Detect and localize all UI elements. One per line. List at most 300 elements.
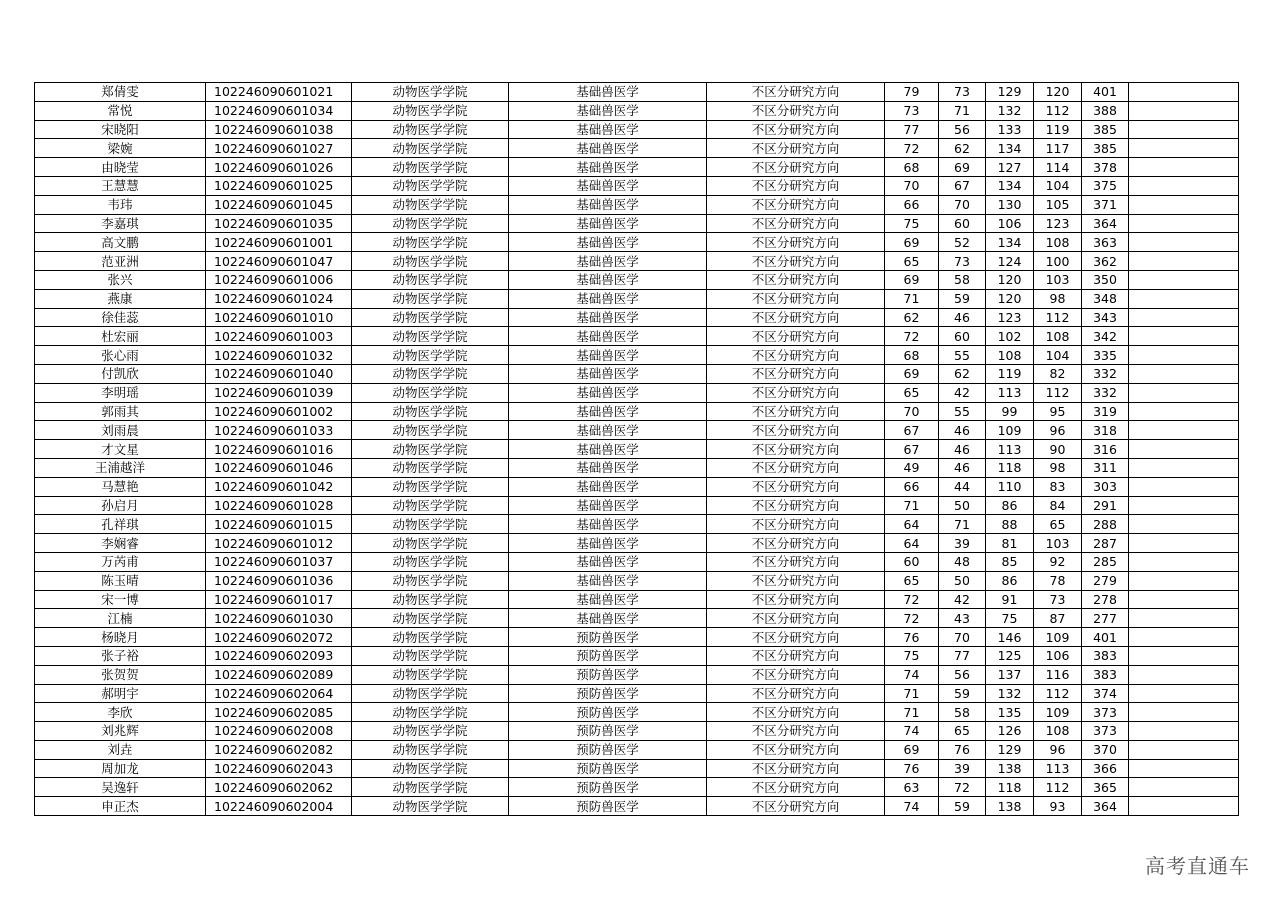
- name-cell: 常悦: [35, 101, 206, 120]
- major-cell: 基础兽医学: [509, 458, 707, 477]
- score-foreign-language-cell: 58: [939, 270, 986, 289]
- remark-cell: [1129, 534, 1239, 553]
- major-cell: 基础兽医学: [509, 552, 707, 571]
- table-row: [35, 421, 1239, 440]
- score-politics-cell: 69: [885, 270, 939, 289]
- remark-cell: [1129, 703, 1239, 722]
- score-politics-cell: 63: [885, 778, 939, 797]
- major-cell: 预防兽医学: [509, 778, 707, 797]
- score-foreign-language-cell: 70: [939, 628, 986, 647]
- score-politics-cell: 68: [885, 158, 939, 177]
- remark-cell: [1129, 252, 1239, 271]
- score-subject2-cell: 106: [1034, 646, 1082, 665]
- score-subject2-cell: 87: [1034, 609, 1082, 628]
- remark-cell: [1129, 740, 1239, 759]
- score-subject1-cell: 130: [986, 195, 1034, 214]
- score-subject1-cell: 110: [986, 477, 1034, 496]
- candidate-id-cell: 102246090601001: [206, 233, 352, 252]
- name-cell: 李明瑶: [35, 383, 206, 402]
- table-row: [35, 120, 1239, 139]
- total-score-cell: 401: [1082, 628, 1129, 647]
- name-cell: 王慧慧: [35, 176, 206, 195]
- candidate-id-cell: 102246090602064: [206, 684, 352, 703]
- score-foreign-language-cell: 60: [939, 214, 986, 233]
- candidate-id-cell: 102246090601033: [206, 421, 352, 440]
- name-cell: 李欣: [35, 703, 206, 722]
- candidate-id-cell: 102246090602082: [206, 740, 352, 759]
- name-cell: 万芮甫: [35, 552, 206, 571]
- remark-cell: [1129, 327, 1239, 346]
- score-politics-cell: 65: [885, 383, 939, 402]
- score-politics-cell: 72: [885, 590, 939, 609]
- score-foreign-language-cell: 39: [939, 534, 986, 553]
- direction-cell: 不区分研究方向: [707, 421, 885, 440]
- total-score-cell: 291: [1082, 496, 1129, 515]
- score-subject1-cell: 85: [986, 552, 1034, 571]
- score-subject2-cell: 96: [1034, 421, 1082, 440]
- direction-cell: 不区分研究方向: [707, 120, 885, 139]
- score-subject1-cell: 118: [986, 778, 1034, 797]
- school-cell: 动物医学学院: [352, 778, 509, 797]
- direction-cell: 不区分研究方向: [707, 270, 885, 289]
- total-score-cell: 373: [1082, 722, 1129, 741]
- score-subject2-cell: 105: [1034, 195, 1082, 214]
- score-subject1-cell: 124: [986, 252, 1034, 271]
- table-row: [35, 346, 1239, 365]
- score-subject1-cell: 134: [986, 176, 1034, 195]
- score-foreign-language-cell: 46: [939, 308, 986, 327]
- direction-cell: 不区分研究方向: [707, 402, 885, 421]
- score-subject1-cell: 134: [986, 139, 1034, 158]
- school-cell: 动物医学学院: [352, 665, 509, 684]
- remark-cell: [1129, 195, 1239, 214]
- score-subject1-cell: 120: [986, 270, 1034, 289]
- school-cell: 动物医学学院: [352, 684, 509, 703]
- candidate-id-cell: 102246090602043: [206, 759, 352, 778]
- name-cell: 张贺贺: [35, 665, 206, 684]
- major-cell: 基础兽医学: [509, 214, 707, 233]
- table-row: [35, 214, 1239, 233]
- major-cell: 预防兽医学: [509, 722, 707, 741]
- remark-cell: [1129, 158, 1239, 177]
- score-foreign-language-cell: 43: [939, 609, 986, 628]
- table-row: [35, 496, 1239, 515]
- score-subject2-cell: 116: [1034, 665, 1082, 684]
- total-score-cell: 371: [1082, 195, 1129, 214]
- major-cell: 基础兽医学: [509, 440, 707, 459]
- total-score-cell: 401: [1082, 83, 1129, 102]
- remark-cell: [1129, 778, 1239, 797]
- major-cell: 预防兽医学: [509, 759, 707, 778]
- score-foreign-language-cell: 62: [939, 139, 986, 158]
- score-foreign-language-cell: 50: [939, 496, 986, 515]
- candidate-id-cell: 102246090602085: [206, 703, 352, 722]
- name-cell: 郭雨其: [35, 402, 206, 421]
- major-cell: 基础兽医学: [509, 421, 707, 440]
- major-cell: 预防兽医学: [509, 646, 707, 665]
- score-subject1-cell: 133: [986, 120, 1034, 139]
- total-score-cell: 370: [1082, 740, 1129, 759]
- score-politics-cell: 73: [885, 101, 939, 120]
- candidate-id-cell: 102246090601045: [206, 195, 352, 214]
- score-subject1-cell: 99: [986, 402, 1034, 421]
- score-politics-cell: 69: [885, 233, 939, 252]
- total-score-cell: 350: [1082, 270, 1129, 289]
- remark-cell: [1129, 346, 1239, 365]
- remark-cell: [1129, 120, 1239, 139]
- score-foreign-language-cell: 55: [939, 346, 986, 365]
- candidate-id-cell: 102246090601025: [206, 176, 352, 195]
- direction-cell: 不区分研究方向: [707, 609, 885, 628]
- total-score-cell: 363: [1082, 233, 1129, 252]
- total-score-cell: 388: [1082, 101, 1129, 120]
- score-subject1-cell: 129: [986, 740, 1034, 759]
- score-foreign-language-cell: 39: [939, 759, 986, 778]
- table-row: [35, 327, 1239, 346]
- score-subject2-cell: 84: [1034, 496, 1082, 515]
- candidate-id-cell: 102246090601028: [206, 496, 352, 515]
- direction-cell: 不区分研究方向: [707, 552, 885, 571]
- direction-cell: 不区分研究方向: [707, 703, 885, 722]
- school-cell: 动物医学学院: [352, 327, 509, 346]
- major-cell: 基础兽医学: [509, 176, 707, 195]
- name-cell: 宋晓阳: [35, 120, 206, 139]
- table-row: [35, 195, 1239, 214]
- direction-cell: 不区分研究方向: [707, 101, 885, 120]
- score-politics-cell: 68: [885, 346, 939, 365]
- remark-cell: [1129, 477, 1239, 496]
- table-row: [35, 590, 1239, 609]
- total-score-cell: 332: [1082, 364, 1129, 383]
- score-subject1-cell: 138: [986, 797, 1034, 816]
- total-score-cell: 332: [1082, 383, 1129, 402]
- candidate-id-cell: 102246090601030: [206, 609, 352, 628]
- table-row: [35, 252, 1239, 271]
- table-row: [35, 552, 1239, 571]
- score-subject2-cell: 104: [1034, 176, 1082, 195]
- remark-cell: [1129, 646, 1239, 665]
- remark-cell: [1129, 759, 1239, 778]
- watermark-text: 高考直通车: [1145, 854, 1250, 878]
- score-foreign-language-cell: 62: [939, 364, 986, 383]
- score-subject2-cell: 104: [1034, 346, 1082, 365]
- school-cell: 动物医学学院: [352, 609, 509, 628]
- name-cell: 张心雨: [35, 346, 206, 365]
- school-cell: 动物医学学院: [352, 421, 509, 440]
- candidate-id-cell: 102246090601010: [206, 308, 352, 327]
- table-row: [35, 83, 1239, 102]
- name-cell: 吴逸轩: [35, 778, 206, 797]
- name-cell: 郝明宇: [35, 684, 206, 703]
- school-cell: 动物医学学院: [352, 740, 509, 759]
- score-subject1-cell: 132: [986, 101, 1034, 120]
- school-cell: 动物医学学院: [352, 759, 509, 778]
- score-politics-cell: 66: [885, 477, 939, 496]
- score-politics-cell: 70: [885, 176, 939, 195]
- table-row: [35, 402, 1239, 421]
- score-foreign-language-cell: 77: [939, 646, 986, 665]
- remark-cell: [1129, 609, 1239, 628]
- score-subject1-cell: 102: [986, 327, 1034, 346]
- major-cell: 基础兽医学: [509, 402, 707, 421]
- table-row: [35, 364, 1239, 383]
- candidate-id-cell: 102246090601032: [206, 346, 352, 365]
- score-subject1-cell: 129: [986, 83, 1034, 102]
- score-politics-cell: 70: [885, 402, 939, 421]
- name-cell: 刘雨晨: [35, 421, 206, 440]
- score-subject2-cell: 103: [1034, 534, 1082, 553]
- name-cell: 周加龙: [35, 759, 206, 778]
- score-subject2-cell: 114: [1034, 158, 1082, 177]
- score-subject1-cell: 126: [986, 722, 1034, 741]
- score-subject2-cell: 123: [1034, 214, 1082, 233]
- total-score-cell: 374: [1082, 684, 1129, 703]
- score-subject1-cell: 86: [986, 571, 1034, 590]
- score-politics-cell: 62: [885, 308, 939, 327]
- major-cell: 基础兽医学: [509, 101, 707, 120]
- score-politics-cell: 79: [885, 83, 939, 102]
- total-score-cell: 364: [1082, 797, 1129, 816]
- name-cell: 才文星: [35, 440, 206, 459]
- score-subject2-cell: 108: [1034, 722, 1082, 741]
- name-cell: 江楠: [35, 609, 206, 628]
- candidate-id-cell: 102246090601026: [206, 158, 352, 177]
- direction-cell: 不区分研究方向: [707, 759, 885, 778]
- table-row: [35, 703, 1239, 722]
- table-row: [35, 759, 1239, 778]
- score-politics-cell: 71: [885, 684, 939, 703]
- remark-cell: [1129, 270, 1239, 289]
- remark-cell: [1129, 515, 1239, 534]
- school-cell: 动物医学学院: [352, 703, 509, 722]
- score-politics-cell: 64: [885, 534, 939, 553]
- major-cell: 基础兽医学: [509, 308, 707, 327]
- name-cell: 刘兆辉: [35, 722, 206, 741]
- candidate-id-cell: 102246090601015: [206, 515, 352, 534]
- major-cell: 基础兽医学: [509, 139, 707, 158]
- table-row: [35, 684, 1239, 703]
- candidate-id-cell: 102246090601039: [206, 383, 352, 402]
- table-row: [35, 308, 1239, 327]
- score-subject1-cell: 125: [986, 646, 1034, 665]
- score-subject2-cell: 98: [1034, 458, 1082, 477]
- score-subject1-cell: 135: [986, 703, 1034, 722]
- total-score-cell: 277: [1082, 609, 1129, 628]
- score-table: [34, 82, 1239, 816]
- total-score-cell: 316: [1082, 440, 1129, 459]
- school-cell: 动物医学学院: [352, 252, 509, 271]
- score-subject1-cell: 75: [986, 609, 1034, 628]
- table-row: [35, 778, 1239, 797]
- direction-cell: 不区分研究方向: [707, 571, 885, 590]
- candidate-id-cell: 102246090602008: [206, 722, 352, 741]
- score-foreign-language-cell: 73: [939, 83, 986, 102]
- total-score-cell: 287: [1082, 534, 1129, 553]
- school-cell: 动物医学学院: [352, 289, 509, 308]
- major-cell: 基础兽医学: [509, 515, 707, 534]
- score-subject2-cell: 112: [1034, 308, 1082, 327]
- school-cell: 动物医学学院: [352, 233, 509, 252]
- school-cell: 动物医学学院: [352, 628, 509, 647]
- remark-cell: [1129, 496, 1239, 515]
- major-cell: 基础兽医学: [509, 252, 707, 271]
- score-subject2-cell: 112: [1034, 101, 1082, 120]
- score-subject2-cell: 112: [1034, 383, 1082, 402]
- score-politics-cell: 74: [885, 722, 939, 741]
- score-politics-cell: 75: [885, 646, 939, 665]
- major-cell: 基础兽医学: [509, 270, 707, 289]
- school-cell: 动物医学学院: [352, 402, 509, 421]
- table-row: [35, 515, 1239, 534]
- score-subject2-cell: 109: [1034, 703, 1082, 722]
- total-score-cell: 335: [1082, 346, 1129, 365]
- name-cell: 孔祥琪: [35, 515, 206, 534]
- score-politics-cell: 72: [885, 609, 939, 628]
- score-subject2-cell: 78: [1034, 571, 1082, 590]
- table-row: [35, 534, 1239, 553]
- school-cell: 动物医学学院: [352, 383, 509, 402]
- major-cell: 基础兽医学: [509, 233, 707, 252]
- remark-cell: [1129, 590, 1239, 609]
- name-cell: 马慧艳: [35, 477, 206, 496]
- score-subject1-cell: 106: [986, 214, 1034, 233]
- score-subject1-cell: 138: [986, 759, 1034, 778]
- candidate-id-cell: 102246090601024: [206, 289, 352, 308]
- score-subject1-cell: 81: [986, 534, 1034, 553]
- direction-cell: 不区分研究方向: [707, 308, 885, 327]
- table-row: [35, 477, 1239, 496]
- candidate-id-cell: 102246090601038: [206, 120, 352, 139]
- remark-cell: [1129, 233, 1239, 252]
- direction-cell: 不区分研究方向: [707, 797, 885, 816]
- score-foreign-language-cell: 65: [939, 722, 986, 741]
- score-politics-cell: 74: [885, 797, 939, 816]
- candidate-id-cell: 102246090601027: [206, 139, 352, 158]
- score-foreign-language-cell: 42: [939, 383, 986, 402]
- score-politics-cell: 65: [885, 252, 939, 271]
- score-politics-cell: 71: [885, 703, 939, 722]
- score-subject1-cell: 86: [986, 496, 1034, 515]
- table-row: [35, 101, 1239, 120]
- total-score-cell: 285: [1082, 552, 1129, 571]
- table-row: [35, 646, 1239, 665]
- score-foreign-language-cell: 48: [939, 552, 986, 571]
- major-cell: 预防兽医学: [509, 703, 707, 722]
- remark-cell: [1129, 797, 1239, 816]
- remark-cell: [1129, 571, 1239, 590]
- direction-cell: 不区分研究方向: [707, 534, 885, 553]
- major-cell: 基础兽医学: [509, 590, 707, 609]
- school-cell: 动物医学学院: [352, 571, 509, 590]
- school-cell: 动物医学学院: [352, 590, 509, 609]
- direction-cell: 不区分研究方向: [707, 364, 885, 383]
- name-cell: 范亚洲: [35, 252, 206, 271]
- score-politics-cell: 74: [885, 665, 939, 684]
- score-subject1-cell: 118: [986, 458, 1034, 477]
- score-foreign-language-cell: 46: [939, 421, 986, 440]
- score-politics-cell: 64: [885, 515, 939, 534]
- total-score-cell: 311: [1082, 458, 1129, 477]
- name-cell: 徐佳蕊: [35, 308, 206, 327]
- candidate-id-cell: 102246090601040: [206, 364, 352, 383]
- direction-cell: 不区分研究方向: [707, 383, 885, 402]
- table-row: [35, 722, 1239, 741]
- direction-cell: 不区分研究方向: [707, 665, 885, 684]
- direction-cell: 不区分研究方向: [707, 440, 885, 459]
- score-foreign-language-cell: 42: [939, 590, 986, 609]
- direction-cell: 不区分研究方向: [707, 83, 885, 102]
- school-cell: 动物医学学院: [352, 308, 509, 327]
- score-foreign-language-cell: 76: [939, 740, 986, 759]
- table-row: [35, 383, 1239, 402]
- total-score-cell: 279: [1082, 571, 1129, 590]
- score-subject1-cell: 113: [986, 383, 1034, 402]
- score-politics-cell: 60: [885, 552, 939, 571]
- table-row: [35, 440, 1239, 459]
- candidate-id-cell: 102246090601021: [206, 83, 352, 102]
- score-politics-cell: 72: [885, 327, 939, 346]
- direction-cell: 不区分研究方向: [707, 346, 885, 365]
- major-cell: 基础兽医学: [509, 83, 707, 102]
- score-subject2-cell: 83: [1034, 477, 1082, 496]
- score-subject2-cell: 112: [1034, 778, 1082, 797]
- name-cell: 付凯欣: [35, 364, 206, 383]
- score-subject2-cell: 103: [1034, 270, 1082, 289]
- name-cell: 杜宏丽: [35, 327, 206, 346]
- total-score-cell: 373: [1082, 703, 1129, 722]
- total-score-cell: 303: [1082, 477, 1129, 496]
- direction-cell: 不区分研究方向: [707, 289, 885, 308]
- total-score-cell: 383: [1082, 646, 1129, 665]
- candidate-id-cell: 102246090601002: [206, 402, 352, 421]
- score-subject2-cell: 120: [1034, 83, 1082, 102]
- score-subject2-cell: 95: [1034, 402, 1082, 421]
- major-cell: 预防兽医学: [509, 797, 707, 816]
- direction-cell: 不区分研究方向: [707, 327, 885, 346]
- major-cell: 基础兽医学: [509, 195, 707, 214]
- total-score-cell: 383: [1082, 665, 1129, 684]
- name-cell: 李娴睿: [35, 534, 206, 553]
- remark-cell: [1129, 101, 1239, 120]
- score-politics-cell: 49: [885, 458, 939, 477]
- school-cell: 动物医学学院: [352, 797, 509, 816]
- candidate-id-cell: 102246090601037: [206, 552, 352, 571]
- school-cell: 动物医学学院: [352, 534, 509, 553]
- score-foreign-language-cell: 44: [939, 477, 986, 496]
- direction-cell: 不区分研究方向: [707, 195, 885, 214]
- table-row: [35, 571, 1239, 590]
- major-cell: 预防兽医学: [509, 665, 707, 684]
- direction-cell: 不区分研究方向: [707, 158, 885, 177]
- score-politics-cell: 69: [885, 364, 939, 383]
- school-cell: 动物医学学院: [352, 139, 509, 158]
- major-cell: 基础兽医学: [509, 571, 707, 590]
- total-score-cell: 385: [1082, 139, 1129, 158]
- major-cell: 预防兽医学: [509, 628, 707, 647]
- score-foreign-language-cell: 71: [939, 515, 986, 534]
- remark-cell: [1129, 289, 1239, 308]
- score-subject1-cell: 137: [986, 665, 1034, 684]
- major-cell: 基础兽医学: [509, 327, 707, 346]
- candidate-id-cell: 102246090602093: [206, 646, 352, 665]
- table-row: [35, 740, 1239, 759]
- total-score-cell: 364: [1082, 214, 1129, 233]
- name-cell: 孙启月: [35, 496, 206, 515]
- direction-cell: 不区分研究方向: [707, 214, 885, 233]
- direction-cell: 不区分研究方向: [707, 722, 885, 741]
- candidate-id-cell: 102246090601017: [206, 590, 352, 609]
- total-score-cell: 385: [1082, 120, 1129, 139]
